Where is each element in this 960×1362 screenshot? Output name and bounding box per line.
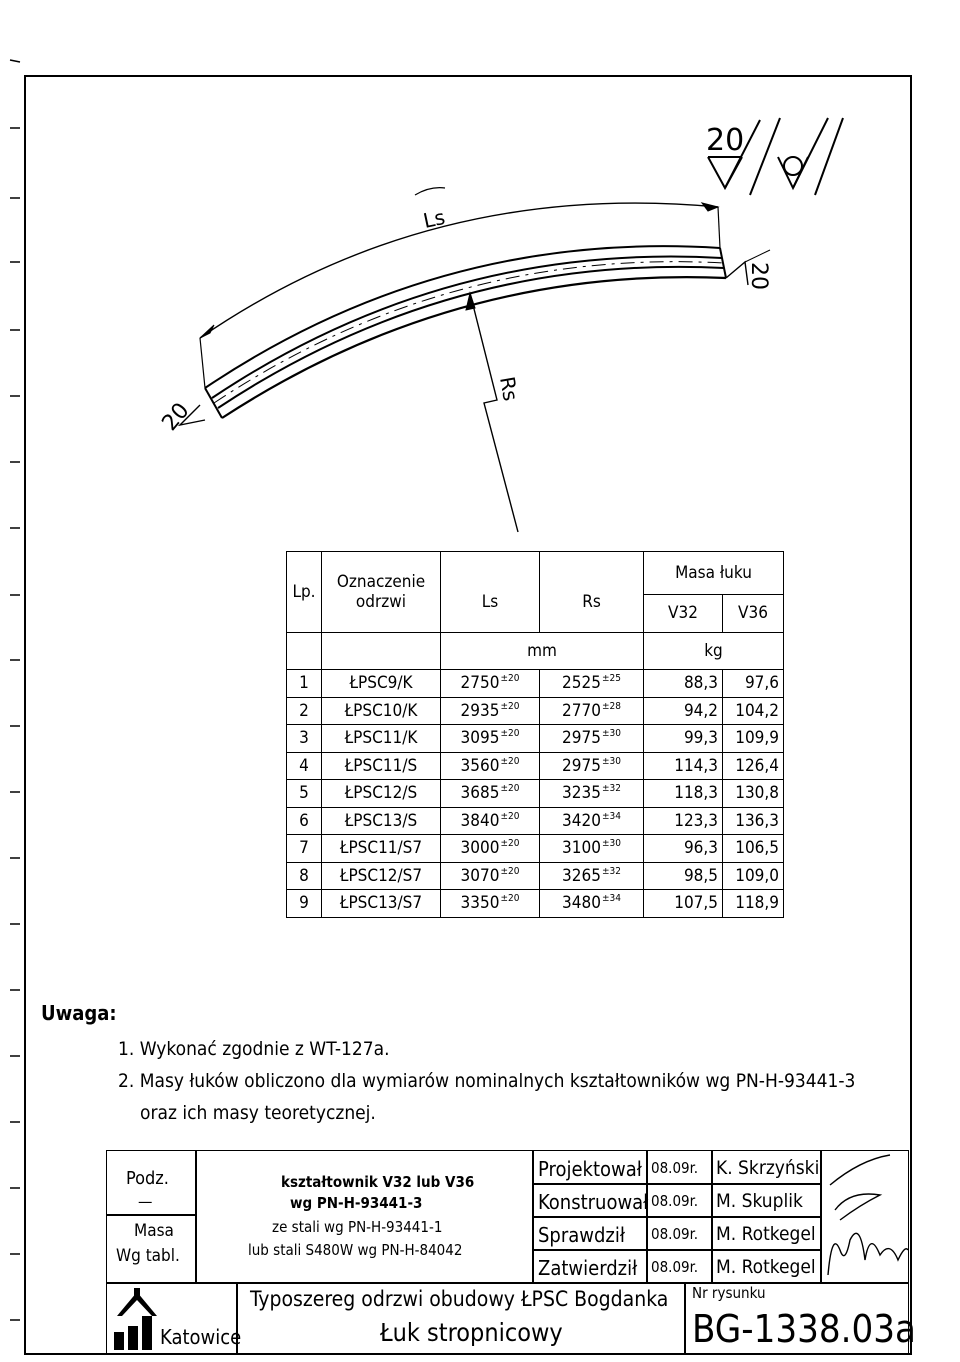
cell-lp-value: 6 — [299, 810, 309, 831]
masa-value: Wg tabl. — [116, 1246, 180, 1266]
company-logo — [112, 1286, 162, 1352]
cell-v36 — [723, 780, 784, 808]
label-ls: Ls — [421, 204, 448, 233]
cell-ls-tolerance: ±20 — [500, 728, 520, 740]
cell-v36 — [723, 752, 784, 780]
cell-rs-value: 2975 — [562, 728, 601, 749]
cell-oznaczenie — [322, 697, 441, 725]
cell-v32 — [644, 670, 723, 698]
cell-v32 — [644, 697, 723, 725]
cell-ls-value: 3000 — [460, 838, 500, 859]
cell-v36-value: 136,3 — [735, 810, 779, 831]
cell-oznaczenie — [322, 725, 441, 753]
cell-lp — [287, 807, 322, 835]
cell-lp-value: 9 — [299, 893, 309, 914]
cell-rs-value: 3235 — [562, 783, 601, 804]
cell-rs-tolerance: ±34 — [601, 810, 621, 822]
cell-v36-value: 109,9 — [735, 728, 779, 749]
note-2-line-1: 2. Masy łuków obliczono dla wymiarów nominalnych kształtowników wg PN-H-93441-3 — [118, 1070, 856, 1092]
company-city: Katowice — [160, 1325, 242, 1349]
notes-title: Uwaga: — [41, 1001, 117, 1025]
cell-ls — [441, 890, 540, 918]
cell-v36 — [723, 862, 784, 890]
role-label: Konstruował — [538, 1189, 649, 1214]
cell-lp — [287, 752, 322, 780]
cell-ls — [441, 752, 540, 780]
cell-lp-value: 1 — [299, 673, 309, 694]
cell-v36-value: 109,0 — [735, 865, 779, 886]
cell-oznaczenie-value: ŁPSC9/K — [349, 673, 413, 694]
cell-rs — [540, 725, 644, 753]
cell-rs-tolerance: ±32 — [601, 783, 621, 795]
cell-oznaczenie-value: ŁPSC11/S — [344, 755, 418, 776]
cell-ls-tolerance: ±20 — [500, 700, 520, 712]
cell-rs-tolerance: ±30 — [601, 755, 621, 767]
header-rs: Rs — [540, 552, 644, 633]
role-date: 08.09r. — [651, 1159, 699, 1177]
cell-rs — [540, 890, 644, 918]
cell-rs — [540, 670, 644, 698]
cell-oznaczenie — [322, 670, 441, 698]
cell-v32-value: 114,3 — [674, 755, 718, 776]
role-label: Sprawdził — [538, 1222, 625, 1247]
cell-lp-value: 4 — [299, 755, 309, 776]
cell-ls-tolerance: ±20 — [500, 838, 520, 850]
header-v32: V32 — [644, 594, 723, 632]
table-row — [287, 752, 784, 780]
cell-v36 — [723, 697, 784, 725]
header-masa: Masa łuku — [644, 552, 784, 595]
podz-label: Podz. — [126, 1168, 169, 1189]
role-name: M. Skuplik — [716, 1190, 803, 1212]
cell-v32 — [644, 807, 723, 835]
cell-rs-value: 3100 — [562, 838, 601, 859]
roughness-value: 20 — [706, 123, 745, 158]
material-line-3: ze stali wg PN-H-93441-1 — [272, 1218, 443, 1236]
cell-v32-value: 107,5 — [674, 893, 718, 914]
cell-oznaczenie — [322, 890, 441, 918]
masa-label: Masa — [134, 1221, 174, 1241]
cell-rs-tolerance: ±34 — [601, 893, 621, 905]
role-label: Projektował — [538, 1156, 642, 1181]
cell-rs-value: 2525 — [562, 673, 601, 694]
cell-oznaczenie-value: ŁPSC12/S7 — [339, 865, 423, 886]
cell-lp — [287, 862, 322, 890]
cell-v32-value: 98,5 — [683, 865, 718, 886]
cell-rs-value: 2975 — [562, 755, 601, 776]
material-line-2: wg PN-H-93441-3 — [290, 1194, 423, 1212]
cell-oznaczenie — [322, 807, 441, 835]
series-title: Typoszereg odrzwi obudowy ŁPSC Bogdanka — [250, 1287, 669, 1311]
cell-rs-value: 3420 — [562, 810, 601, 831]
cell-oznaczenie-value: ŁPSC13/S — [344, 810, 418, 831]
cell-lp-value: 3 — [299, 728, 309, 749]
cell-rs-tolerance: ±30 — [601, 838, 621, 850]
cell-oznaczenie-value: ŁPSC11/K — [344, 728, 418, 749]
cell-ls-tolerance: ±20 — [500, 755, 520, 767]
cell-ls — [441, 780, 540, 808]
cell-ls — [441, 835, 540, 863]
drawing-number: BG-1338.03a — [692, 1307, 916, 1351]
cell-rs-tolerance: ±28 — [601, 700, 621, 712]
cell-lp-value: 5 — [299, 783, 309, 804]
cell-v32-value: 99,3 — [683, 728, 718, 749]
end-dim-right: 20 — [746, 262, 771, 290]
cell-v32 — [644, 890, 723, 918]
role-name: K. Skrzyński — [716, 1157, 820, 1179]
part-title: Łuk stropnicowy — [380, 1318, 563, 1347]
cell-ls-value: 3840 — [460, 810, 500, 831]
cell-v36 — [723, 807, 784, 835]
cell-ls — [441, 862, 540, 890]
cell-lp — [287, 725, 322, 753]
cell-rs — [540, 697, 644, 725]
cell-oznaczenie-value: ŁPSC12/S — [344, 783, 418, 804]
cell-lp — [287, 890, 322, 918]
cell-ls — [441, 670, 540, 698]
cell-rs-value: 3480 — [562, 893, 601, 914]
label-rs: Rs — [495, 374, 523, 403]
cell-ls — [441, 807, 540, 835]
cell-ls — [441, 697, 540, 725]
cell-v32 — [644, 725, 723, 753]
table-row — [287, 697, 784, 725]
cell-rs-value: 2770 — [562, 700, 601, 721]
cell-v32 — [644, 780, 723, 808]
cell-v36 — [723, 725, 784, 753]
cell-oznaczenie-value: ŁPSC10/K — [344, 700, 418, 721]
cell-v36-value: 118,9 — [735, 893, 779, 914]
cell-oznaczenie-value: ŁPSC11/S7 — [339, 838, 423, 859]
role-label: Zatwierdził — [538, 1255, 638, 1280]
header-lp: Lp. — [287, 552, 322, 633]
cell-rs — [540, 807, 644, 835]
cell-ls — [441, 725, 540, 753]
end-dim-left: 20 — [157, 398, 195, 436]
note-1: 1. Wykonać zgodnie z WT-127a. — [118, 1038, 390, 1060]
unit-kg: kg — [644, 633, 784, 670]
cell-rs — [540, 862, 644, 890]
table-row — [287, 862, 784, 890]
cell-v36-value: 126,4 — [735, 755, 779, 776]
cell-lp — [287, 697, 322, 725]
cell-ls-tolerance: ±20 — [500, 810, 520, 822]
cell-oznaczenie-value: ŁPSC13/S7 — [339, 893, 423, 914]
cell-oznaczenie — [322, 862, 441, 890]
cell-rs-tolerance: ±25 — [601, 673, 621, 685]
cell-rs-value: 3265 — [562, 865, 601, 886]
cell-v36-value: 104,2 — [735, 700, 779, 721]
table-row — [287, 890, 784, 918]
role-date: 08.09r. — [651, 1192, 699, 1210]
unit-mm: mm — [441, 633, 644, 670]
cell-v32-value: 96,3 — [683, 838, 718, 859]
cell-lp-value: 7 — [299, 838, 309, 859]
cell-oznaczenie — [322, 752, 441, 780]
signature-scribbles — [820, 1150, 910, 1282]
header-oznaczenie: Oznaczenie odrzwi — [322, 552, 441, 633]
material-line-1: kształtownik V32 lub V36 — [281, 1173, 475, 1191]
arc-beam-drawing — [0, 0, 960, 560]
cell-ls-value: 3350 — [460, 893, 500, 914]
cell-ls-value: 2750 — [460, 673, 500, 694]
table-row — [287, 807, 784, 835]
role-name: M. Rotkegel — [716, 1256, 816, 1278]
cell-rs-tolerance: ±32 — [601, 865, 621, 877]
cell-oznaczenie — [322, 835, 441, 863]
cell-lp — [287, 835, 322, 863]
cell-ls-tolerance: ±20 — [500, 893, 520, 905]
cell-v32-value: 123,3 — [674, 810, 718, 831]
cell-v36-value: 97,6 — [744, 673, 779, 694]
table-row — [287, 780, 784, 808]
table-row — [287, 835, 784, 863]
drawing-no-label: Nr rysunku — [692, 1284, 766, 1302]
cell-ls-tolerance: ±20 — [500, 865, 520, 877]
cell-lp — [287, 780, 322, 808]
cell-ls-value: 3095 — [460, 728, 500, 749]
table-row — [287, 670, 784, 698]
cell-lp — [287, 670, 322, 698]
cell-oznaczenie — [322, 780, 441, 808]
cell-v36-value: 130,8 — [735, 783, 779, 804]
header-v36: V36 — [723, 594, 784, 632]
role-date: 08.09r. — [651, 1258, 699, 1276]
cell-v36 — [723, 890, 784, 918]
cell-v32 — [644, 835, 723, 863]
cell-rs — [540, 835, 644, 863]
cell-v36-value: 106,5 — [735, 838, 779, 859]
cell-ls-value: 3070 — [460, 865, 500, 886]
role-date: 08.09r. — [651, 1225, 699, 1243]
cell-ls-tolerance: ±20 — [500, 783, 520, 795]
cell-v32-value: 94,2 — [683, 700, 718, 721]
cell-v36 — [723, 835, 784, 863]
cell-ls-tolerance: ±20 — [500, 673, 520, 685]
specification-table — [286, 551, 784, 918]
cell-lp-value: 2 — [299, 700, 309, 721]
cell-ls-value: 2935 — [460, 700, 500, 721]
cell-rs — [540, 780, 644, 808]
cell-rs-tolerance: ±30 — [601, 728, 621, 740]
cell-v32-value: 118,3 — [674, 783, 718, 804]
cell-v32-value: 88,3 — [683, 673, 718, 694]
cell-ls-value: 3685 — [460, 783, 500, 804]
note-2-line-2: oraz ich masy teoretycznej. — [140, 1102, 376, 1124]
role-name: M. Rotkegel — [716, 1223, 816, 1245]
cell-ls-value: 3560 — [460, 755, 500, 776]
cell-lp-value: 8 — [299, 865, 309, 886]
cell-v32 — [644, 752, 723, 780]
material-line-4: lub stali S480W wg PN-H-84042 — [248, 1241, 463, 1259]
podz-value: — — [138, 1192, 153, 1211]
cell-v32 — [644, 862, 723, 890]
header-ls: Ls — [441, 552, 540, 633]
table-row — [287, 725, 784, 753]
cell-rs — [540, 752, 644, 780]
cell-v36 — [723, 670, 784, 698]
